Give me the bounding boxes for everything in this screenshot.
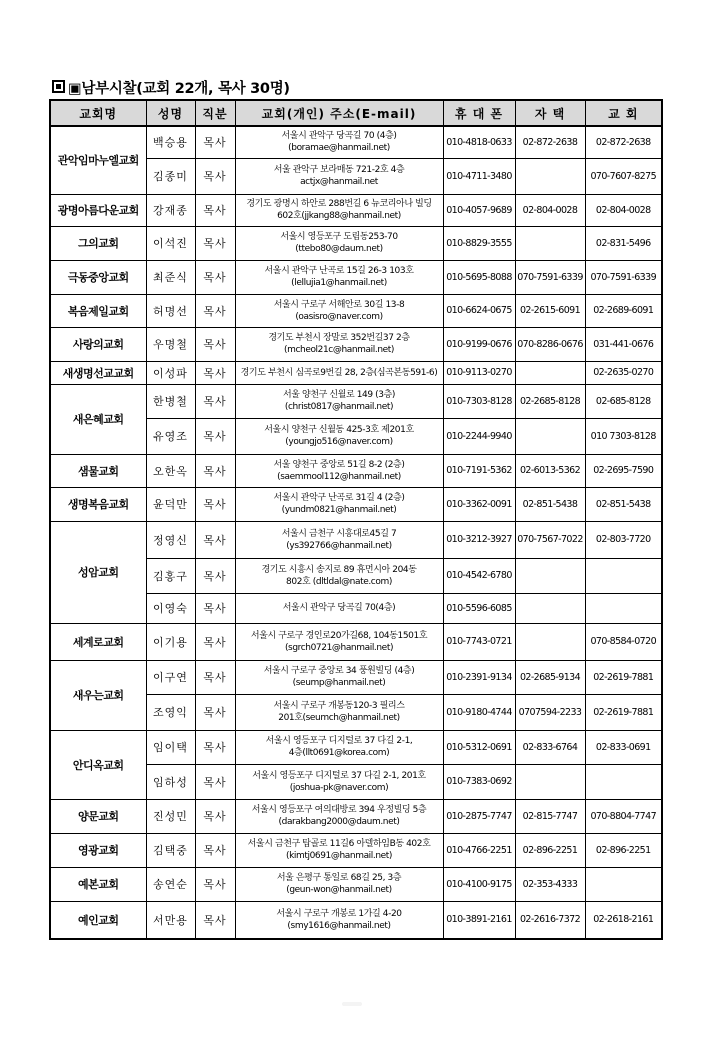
table-row <box>50 260 662 294</box>
pastor-name-cell: 이석진 <box>146 226 195 260</box>
col-header-office: 교 회 <box>585 100 662 126</box>
pastor-name-cell: 오한옥 <box>146 454 195 487</box>
table-row <box>50 730 662 764</box>
mobile-cell: 010-8829-3555 <box>443 226 515 260</box>
position-cell: 목사 <box>195 901 235 939</box>
position-cell: 목사 <box>195 730 235 764</box>
address-cell <box>235 799 443 833</box>
pastor-name-cell: 한병철 <box>146 384 195 418</box>
address-line: 서울 관악구 보라매동 721-2호 4층 <box>273 165 405 175</box>
address-cell <box>235 593 443 623</box>
email-line: (saemmool112@hanmail.net) <box>277 471 401 482</box>
email-line: 602호(jjkang88@hanmail.net) <box>277 211 401 221</box>
mobile-cell: 010-9113-0270 <box>443 361 515 384</box>
church-name-cell: 생명복음교회 <box>50 487 146 521</box>
col-header-home: 자 택 <box>515 100 585 126</box>
address-cell <box>235 454 443 487</box>
position-cell: 목사 <box>195 327 235 361</box>
email-line: (seump@hanmail.net) <box>292 678 386 688</box>
church-name-cell: 복음제일교회 <box>50 294 146 327</box>
position-cell: 목사 <box>195 126 235 158</box>
mobile-cell: 010-4542-6780 <box>443 558 515 593</box>
table-row <box>50 454 662 487</box>
pastor-name-cell: 김종미 <box>146 158 195 194</box>
position-cell: 목사 <box>195 521 235 558</box>
home-phone-cell <box>515 623 585 660</box>
table-row <box>50 226 662 260</box>
address-line: 경기도 광명시 하안로 288번길 6 뉴코리아나 빌딩 <box>246 199 432 209</box>
church-phone-cell: 02-685-8128 <box>585 384 662 418</box>
table-row <box>50 487 662 521</box>
table-row <box>50 126 662 158</box>
position-cell: 목사 <box>195 833 235 867</box>
mobile-cell: 010-3362-0091 <box>443 487 515 521</box>
address-line: 서울시 금천구 시흥대로45길 7 <box>281 528 397 539</box>
church-name-cell: 세계로교회 <box>50 623 146 660</box>
email-line: 201호(seumch@hanmail.net) <box>278 713 400 723</box>
address-line: 경기도 부천시 장말로 352번길37 2층 <box>268 333 410 343</box>
home-phone-cell <box>515 764 585 799</box>
home-phone-cell <box>515 418 585 454</box>
table-row <box>50 194 662 226</box>
email-line: (yundm0821@hanmail.net) <box>281 505 397 515</box>
square-bullet-icon <box>52 80 65 93</box>
address-cell <box>235 833 443 867</box>
church-phone-cell: 070-7591-6339 <box>585 260 662 294</box>
position-cell: 목사 <box>195 799 235 833</box>
home-phone-cell: 02-815-7747 <box>515 799 585 833</box>
address-line: 서울 은평구 통일로 68길 25, 3층 <box>276 873 402 883</box>
address-line: 서울 양천구 중앙로 51길 8-2 (2층) <box>273 459 405 470</box>
pastor-name-cell: 임이택 <box>146 730 195 764</box>
email-line: (sgrch0721@hanmail.net) <box>284 642 394 653</box>
pastor-name-cell: 이구연 <box>146 660 195 694</box>
mobile-cell: 010-6624-0675 <box>443 294 515 327</box>
mobile-cell: 010-2875-7747 <box>443 799 515 833</box>
church-phone-cell: 070-8804-7747 <box>585 799 662 833</box>
col-header-name: 성명 <box>146 100 195 126</box>
church-phone-cell: 02-833-0691 <box>585 730 662 764</box>
church-phone-cell: 02-2635-0270 <box>585 361 662 384</box>
position-cell: 목사 <box>195 418 235 454</box>
church-phone-cell: 02-2695-7590 <box>585 454 662 487</box>
address-cell <box>235 487 443 521</box>
pastor-name-cell: 유영조 <box>146 418 195 454</box>
church-name-cell: 새생명선교교회 <box>50 361 146 384</box>
pastor-name-cell: 윤덕만 <box>146 487 195 521</box>
table-row <box>50 833 662 867</box>
col-header-address: 교회(개인) 주소(E-mail) <box>235 100 443 126</box>
address-line: 서울시 관악구 당곡길 70 (4층) <box>281 131 397 142</box>
pastor-name-cell: 송연순 <box>146 867 195 901</box>
col-header-church: 교회명 <box>50 100 146 126</box>
church-phone-cell: 070-8584-0720 <box>585 623 662 660</box>
email-line: (christ0817@hanmail.net) <box>284 402 394 412</box>
home-phone-cell: 02-2685-8128 <box>515 384 585 418</box>
email-line: (joshua-pk@naver.com) <box>289 782 389 793</box>
church-phone-cell: 02-831-5496 <box>585 226 662 260</box>
home-phone-cell <box>515 558 585 593</box>
table-row <box>50 799 662 833</box>
pastor-name-cell: 이기용 <box>146 623 195 660</box>
address-cell <box>235 226 443 260</box>
address-cell <box>235 558 443 593</box>
address-line: 서울시 금천구 탑골로 11길6 아델하임B동 402호 <box>247 839 431 849</box>
position-cell: 목사 <box>195 194 235 226</box>
mobile-cell: 010-4766-2251 <box>443 833 515 867</box>
email-line: (darakbang2000@daum.net) <box>278 817 400 827</box>
table-row <box>50 660 662 694</box>
table-row <box>50 294 662 327</box>
address-line: 서울시 양천구 신월동 425-3호 제201호 <box>264 425 414 435</box>
table-row <box>50 623 662 660</box>
position-cell: 목사 <box>195 361 235 384</box>
address-cell <box>235 361 443 384</box>
pastor-name-cell: 강재종 <box>146 194 195 226</box>
home-phone-cell: 0707594-2233 <box>515 694 585 730</box>
table-row <box>50 327 662 361</box>
table-row <box>50 521 662 558</box>
address-line: 서울시 구로구 중앙로 34 풍원빌딩 (4층) <box>263 666 415 676</box>
mobile-cell: 010-9180-4744 <box>443 694 515 730</box>
table-row <box>50 384 662 418</box>
church-name-cell: 예본교회 <box>50 867 146 901</box>
mobile-cell: 010-9199-0676 <box>443 327 515 361</box>
mobile-cell: 010-2391-9134 <box>443 660 515 694</box>
home-phone-cell: 070-7591-6339 <box>515 260 585 294</box>
email-line: (boramae@hanmail.net) <box>288 143 390 154</box>
position-cell: 목사 <box>195 593 235 623</box>
church-phone-cell <box>585 593 662 623</box>
home-phone-cell: 02-851-5438 <box>515 487 585 521</box>
email-line: (smy1616@hanmail.net) <box>287 920 391 931</box>
position-cell: 목사 <box>195 294 235 327</box>
home-phone-cell: 070-8286-0676 <box>515 327 585 361</box>
church-phone-cell: 02-2619-7881 <box>585 694 662 730</box>
church-phone-cell: 070-7607-8275 <box>585 158 662 194</box>
church-phone-cell: 031-441-0676 <box>585 327 662 361</box>
table-body <box>50 126 662 939</box>
church-phone-cell: 02-804-0028 <box>585 194 662 226</box>
mobile-cell: 010-7191-5362 <box>443 454 515 487</box>
address-cell <box>235 158 443 194</box>
email-line: (ttebo80@daum.net) <box>295 244 383 254</box>
mobile-cell: 010-5596-6085 <box>443 593 515 623</box>
address-cell <box>235 194 443 226</box>
mobile-cell: 010-3212-3927 <box>443 521 515 558</box>
address-line: 서울시 영등포구 도림동253-70 <box>280 232 398 242</box>
address-cell <box>235 623 443 660</box>
mobile-cell: 010-4057-9689 <box>443 194 515 226</box>
mobile-cell: 010-5312-0691 <box>443 730 515 764</box>
address-line: 경기도 시흥시 송지로 89 휴먼시아 204동 <box>261 564 417 575</box>
email-line: (mcheol21c@hanmail.net) <box>283 345 395 355</box>
mobile-cell: 010-3891-2161 <box>443 901 515 939</box>
address-cell <box>235 418 443 454</box>
email-line: 802호 (dltldal@nate.com) <box>286 576 392 587</box>
address-cell <box>235 384 443 418</box>
pastor-name-cell: 김택중 <box>146 833 195 867</box>
home-phone-cell: 02-2616-7372 <box>515 901 585 939</box>
position-cell: 목사 <box>195 260 235 294</box>
address-cell <box>235 294 443 327</box>
church-name-cell: 성암교회 <box>50 521 146 623</box>
mobile-cell: 010-4818-0633 <box>443 126 515 158</box>
home-phone-cell <box>515 158 585 194</box>
home-phone-cell <box>515 361 585 384</box>
church-phone-cell <box>585 867 662 901</box>
home-phone-cell: 02-833-6764 <box>515 730 585 764</box>
church-phone-cell: 02-872-2638 <box>585 126 662 158</box>
position-cell: 목사 <box>195 226 235 260</box>
title-text: ▣남부시찰(교회 22개, 목사 30명) <box>68 81 290 97</box>
position-cell: 목사 <box>195 660 235 694</box>
address-line: 서울시 구로구 서해안로 30길 13-8 <box>273 299 405 310</box>
church-name-cell: 사랑의교회 <box>50 327 146 361</box>
church-phone-cell: 02-2618-2161 <box>585 901 662 939</box>
address-cell <box>235 260 443 294</box>
pastor-name-cell: 조영익 <box>146 694 195 730</box>
church-name-cell: 광명아름다운교회 <box>50 194 146 226</box>
address-line: 서울시 구로구 개봉동120-3 필리스 <box>273 701 405 711</box>
address-line: 경기도 부천시 심곡로9번길 28, 2층(심곡본동591-6) <box>240 367 438 378</box>
church-phone-cell: 02-803-7720 <box>585 521 662 558</box>
address-line: 서울시 영등포구 디지털로 37 다길 2-1, 201호 <box>252 770 426 781</box>
pastor-name-cell: 허명선 <box>146 294 195 327</box>
email-line: (oasisro@naver.com) <box>295 311 383 322</box>
address-cell <box>235 901 443 939</box>
church-phone-cell <box>585 558 662 593</box>
email-line: (kimtj0691@hanmail.net) <box>285 851 393 861</box>
position-cell: 목사 <box>195 867 235 901</box>
pastor-name-cell: 백승용 <box>146 126 195 158</box>
table-header <box>50 100 662 126</box>
page-title <box>52 77 290 98</box>
email-line: (ys392766@hanmail.net) <box>286 540 392 551</box>
pastor-name-cell: 우명철 <box>146 327 195 361</box>
directory-table <box>49 99 663 940</box>
mobile-cell: 010-7383-0692 <box>443 764 515 799</box>
church-phone-cell: 02-2619-7881 <box>585 660 662 694</box>
email-line: actjx@hanmail.net <box>300 177 378 187</box>
church-name-cell: 관악임마누엘교회 <box>50 126 146 194</box>
home-phone-cell: 02-804-0028 <box>515 194 585 226</box>
address-line: 서울 양천구 신월로 149 (3층) <box>282 390 396 400</box>
pastor-name-cell: 서만용 <box>146 901 195 939</box>
address-line: 서울시 관악구 난곡로 31길 4 (2층) <box>273 493 405 503</box>
position-cell: 목사 <box>195 623 235 660</box>
address-cell <box>235 521 443 558</box>
church-name-cell: 예인교회 <box>50 901 146 939</box>
church-name-cell: 새은혜교회 <box>50 384 146 454</box>
church-name-cell: 그의교회 <box>50 226 146 260</box>
pastor-name-cell: 진성민 <box>146 799 195 833</box>
address-line: 서울시 구로구 개봉로 1가길 4-20 <box>276 908 402 919</box>
mobile-cell: 010-2244-9940 <box>443 418 515 454</box>
pastor-name-cell: 정영신 <box>146 521 195 558</box>
address-cell <box>235 327 443 361</box>
table-row <box>50 901 662 939</box>
address-line: 서울시 영등포구 여의대방로 394 우정빌딩 5층 <box>251 805 427 815</box>
address-cell <box>235 764 443 799</box>
home-phone-cell: 02-872-2638 <box>515 126 585 158</box>
page-footer-mark <box>342 1002 362 1006</box>
col-header-position: 직분 <box>195 100 235 126</box>
position-cell: 목사 <box>195 694 235 730</box>
home-phone-cell: 02-2685-9134 <box>515 660 585 694</box>
home-phone-cell: 02-2615-6091 <box>515 294 585 327</box>
home-phone-cell: 070-7567-7022 <box>515 521 585 558</box>
position-cell: 목사 <box>195 764 235 799</box>
position-cell: 목사 <box>195 487 235 521</box>
church-name-cell: 극동중앙교회 <box>50 260 146 294</box>
church-name-cell: 새우는교회 <box>50 660 146 730</box>
pastor-name-cell: 이성파 <box>146 361 195 384</box>
address-cell <box>235 730 443 764</box>
church-name-cell: 영광교회 <box>50 833 146 867</box>
church-name-cell: 안디옥교회 <box>50 730 146 799</box>
pastor-name-cell: 김홍구 <box>146 558 195 593</box>
address-line: 서울시 영등포구 디지털로 37 다길 2-1, <box>265 736 413 746</box>
home-phone-cell: 02-896-2251 <box>515 833 585 867</box>
home-phone-cell <box>515 593 585 623</box>
position-cell: 목사 <box>195 454 235 487</box>
church-name-cell: 양문교회 <box>50 799 146 833</box>
mobile-cell: 010-7303-8128 <box>443 384 515 418</box>
pastor-name-cell: 최준식 <box>146 260 195 294</box>
table-row <box>50 361 662 384</box>
church-phone-cell: 02-896-2251 <box>585 833 662 867</box>
address-line: 서울시 구로구 경인로20가길68, 104동1501호 <box>250 630 428 641</box>
position-cell: 목사 <box>195 384 235 418</box>
home-phone-cell: 02-353-4333 <box>515 867 585 901</box>
position-cell: 목사 <box>195 158 235 194</box>
mobile-cell: 010-4711-3480 <box>443 158 515 194</box>
address-cell <box>235 867 443 901</box>
church-phone-cell: 010 7303-8128 <box>585 418 662 454</box>
pastor-name-cell: 이영숙 <box>146 593 195 623</box>
position-cell: 목사 <box>195 558 235 593</box>
church-phone-cell <box>585 764 662 799</box>
mobile-cell: 010-4100-9175 <box>443 867 515 901</box>
church-name-cell: 샘물교회 <box>50 454 146 487</box>
col-header-mobile: 휴 대 폰 <box>443 100 515 126</box>
address-line: 서울시 관악구 당곡길 70(4층) <box>282 603 396 613</box>
home-phone-cell: 02-6013-5362 <box>515 454 585 487</box>
email-line: (youngjo516@naver.com) <box>285 437 393 447</box>
home-phone-cell <box>515 226 585 260</box>
pastor-name-cell: 임하성 <box>146 764 195 799</box>
email-line: (lellujia1@hanmail.net) <box>291 278 387 288</box>
church-phone-cell: 02-2689-6091 <box>585 294 662 327</box>
address-cell <box>235 660 443 694</box>
address-cell <box>235 694 443 730</box>
table-row <box>50 867 662 901</box>
address-cell <box>235 126 443 158</box>
church-phone-cell: 02-851-5438 <box>585 487 662 521</box>
mobile-cell: 010-5695-8088 <box>443 260 515 294</box>
email-line: 4층(llt0691@korea.com) <box>288 748 390 758</box>
email-line: (geun-won@hanmail.net) <box>286 885 392 895</box>
mobile-cell: 010-7743-0721 <box>443 623 515 660</box>
address-line: 서울시 관악구 난곡로 15길 26-3 103호 <box>264 266 414 276</box>
